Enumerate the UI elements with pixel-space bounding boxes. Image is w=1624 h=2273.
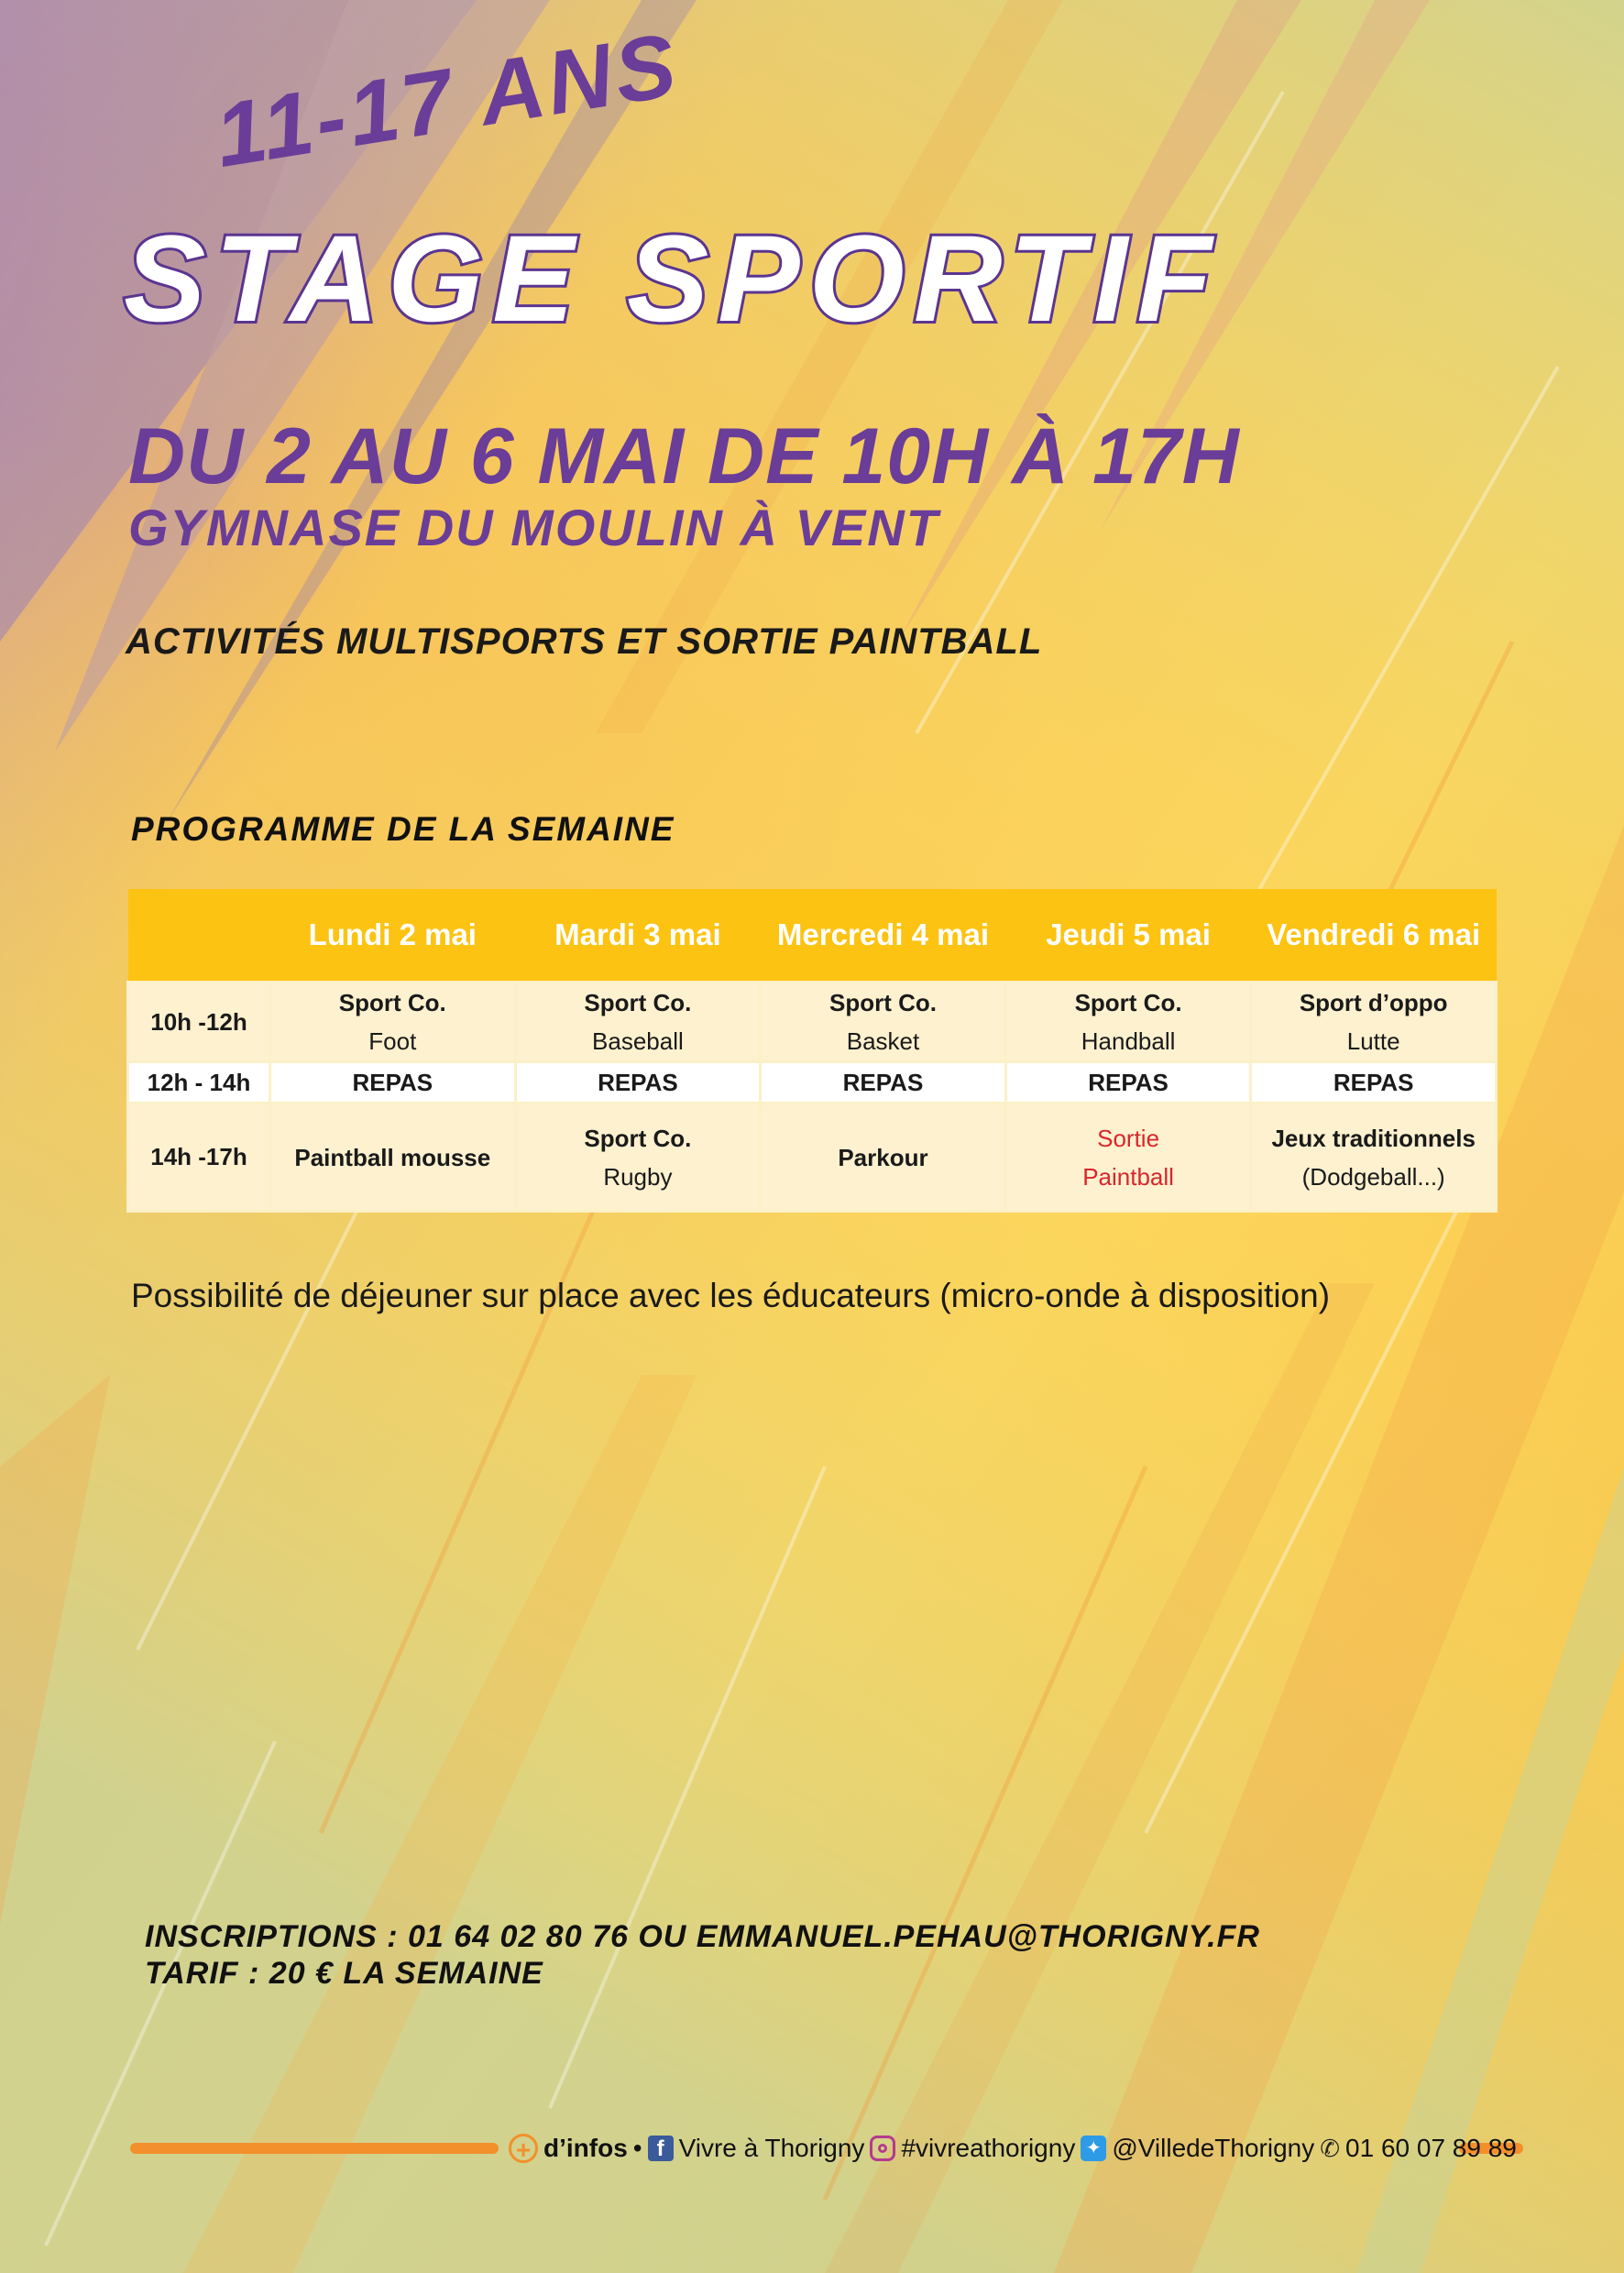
activity-detail: Handball	[1081, 1027, 1176, 1055]
activity-type: Paintball mousse	[294, 1143, 491, 1171]
meal-cell: REPAS	[1005, 1062, 1251, 1104]
day-header: Vendredi 6 mai	[1251, 889, 1497, 983]
meal-cell: REPAS	[1251, 1062, 1497, 1104]
lunch-note: Possibilité de déjeuner sur place avec les éducateurs (micro-onde à disposition)	[131, 1277, 1331, 1314]
highlight-activity: Paintball	[1082, 1162, 1174, 1191]
schedule-cell	[270, 983, 516, 1062]
activity-detail: Baseball	[592, 1027, 684, 1055]
program-heading: PROGRAMME DE LA SEMAINE	[131, 810, 675, 848]
activities-summary: ACTIVITÉS MULTISPORTS ET SORTIE PAINTBALL	[126, 621, 1043, 662]
activity-detail: Lutte	[1346, 1027, 1400, 1055]
highlight-activity: Sortie	[1097, 1124, 1160, 1152]
schedule-table	[126, 889, 1498, 1213]
day-header: Lundi 2 mai	[270, 889, 516, 983]
activity-type: Sport Co.	[1074, 989, 1182, 1016]
schedule-row-lunch	[128, 1062, 1497, 1104]
price-info: TARIF : 20 € LA SEMAINE	[145, 1956, 543, 1991]
activity-detail: Rugby	[603, 1162, 673, 1191]
schedule-cell	[1005, 1104, 1251, 1212]
registration-contact: INSCRIPTIONS : 01 64 02 80 76 OU EMMANUEL.PEHAU@THORIGNY.FR	[145, 1919, 1260, 1954]
schedule-cell	[1251, 1104, 1497, 1212]
instagram-link[interactable]: #vivreathorigny	[901, 2134, 1076, 2162]
schedule-cell	[515, 1104, 761, 1212]
activity-type: Sport Co.	[584, 989, 692, 1016]
schedule-cell	[761, 1104, 1006, 1212]
separator: •	[632, 2134, 642, 2162]
time-slot: 10h -12h	[128, 983, 270, 1062]
footer-divider-left	[130, 2143, 499, 2154]
schedule-corner	[128, 889, 270, 983]
event-title: STAGE SPORTIF	[124, 211, 1222, 347]
footer-contacts	[509, 2130, 1517, 2167]
activity-type: Sport Co.	[828, 989, 937, 1016]
day-header: Mardi 3 mai	[515, 889, 761, 983]
facebook-link[interactable]: Vivre à Thorigny	[678, 2134, 865, 2162]
schedule-row-afternoon	[128, 1104, 1497, 1212]
event-venue: GYMNASE DU MOULIN À VENT	[128, 499, 939, 556]
activity-type: Sport Co.	[338, 989, 446, 1016]
activity-type: Sport Co.	[584, 1124, 692, 1152]
infos-label: d’infos	[543, 2134, 628, 2162]
registration-info	[145, 1918, 1260, 1992]
event-dates: DU 2 AU 6 MAI DE 10H À 17H	[128, 412, 1240, 500]
meal-cell: REPAS	[515, 1062, 761, 1104]
schedule-cell	[1251, 983, 1497, 1062]
time-slot: 12h - 14h	[128, 1062, 270, 1104]
schedule-cell	[515, 983, 761, 1062]
phone-number[interactable]: 01 60 07 89 89	[1345, 2134, 1517, 2162]
day-header: Jeudi 5 mai	[1005, 889, 1251, 983]
phone-icon: ✆	[1320, 2134, 1341, 2162]
schedule-cell	[761, 983, 1006, 1062]
meal-cell: REPAS	[761, 1062, 1006, 1104]
meal-cell: REPAS	[270, 1062, 516, 1104]
activity-detail: Foot	[368, 1027, 417, 1055]
schedule-header-row	[128, 889, 1497, 983]
time-slot: 14h -17h	[128, 1104, 270, 1212]
schedule-cell	[1005, 983, 1251, 1062]
age-range: 11-17 ANS	[208, 13, 686, 187]
twitter-link[interactable]: @VilledeThorigny	[1112, 2134, 1315, 2162]
activity-detail: Basket	[846, 1027, 920, 1055]
day-header: Mercredi 4 mai	[761, 889, 1006, 983]
schedule-row-morning	[128, 983, 1497, 1062]
facebook-icon: f	[648, 2136, 674, 2161]
activity-type: Parkour	[838, 1143, 928, 1171]
activity-detail: (Dodgeball...)	[1301, 1162, 1445, 1191]
activity-type: Jeux traditionnels	[1271, 1124, 1476, 1152]
twitter-icon: ✦	[1081, 2136, 1106, 2161]
schedule-cell	[270, 1104, 516, 1212]
plus-icon: +	[509, 2134, 538, 2163]
instagram-icon	[870, 2136, 895, 2161]
activity-type: Sport d’oppo	[1299, 989, 1448, 1016]
